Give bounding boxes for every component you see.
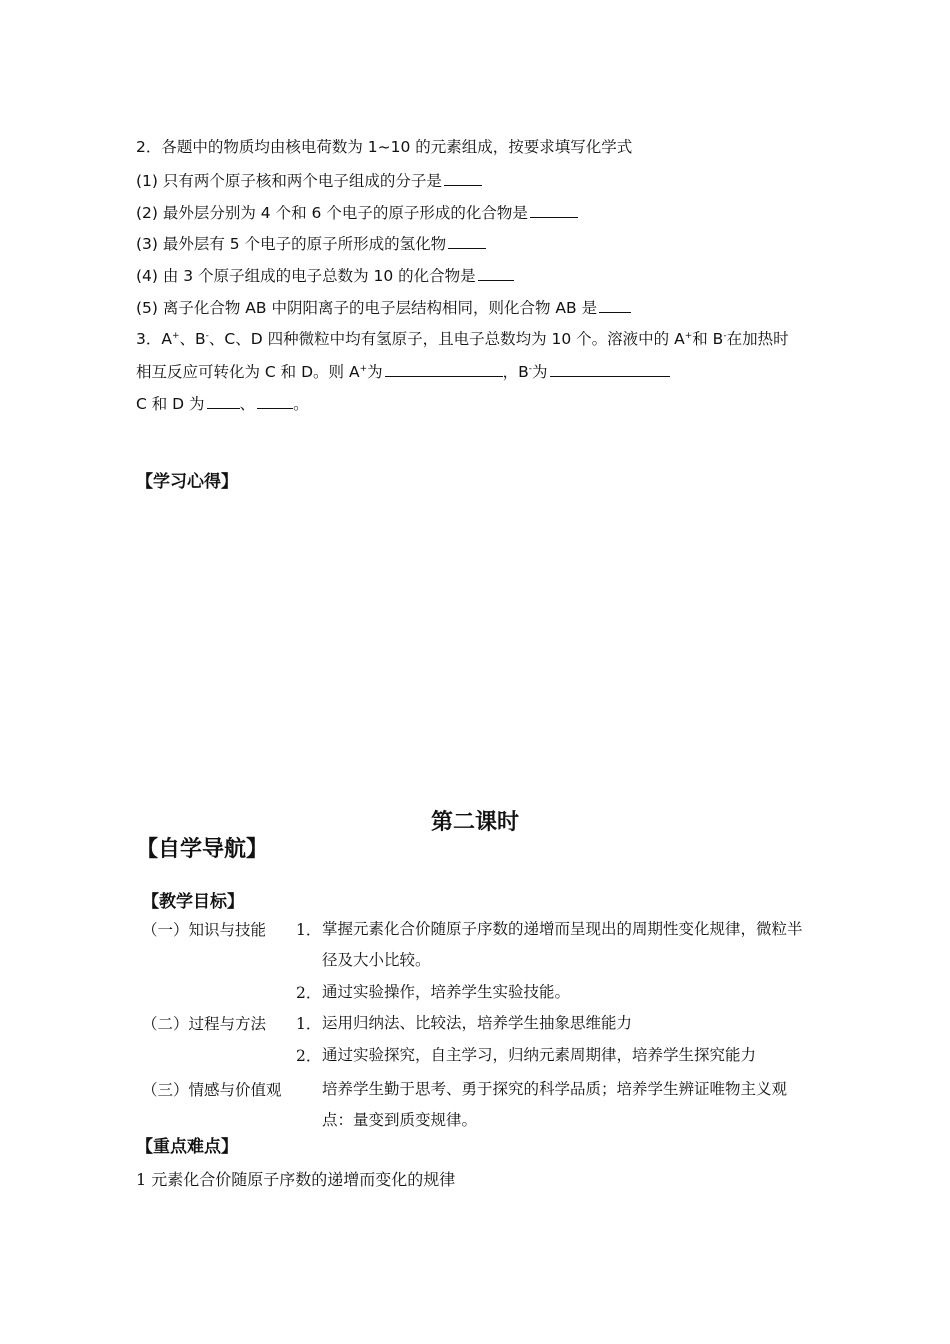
item-text: (4) 由 3 个原子组成的电子总数为 10 的化合物是 — [136, 267, 476, 285]
key-point-item: 1 元素化合价随原子序数的递增而变化的规律 — [136, 1170, 456, 1189]
objectives-heading: 【教学目标】 — [142, 892, 244, 912]
objective-text: 掌握元素化合价随原子序数的递增而呈现出的周期性变化规律，微粒半径及大小比较。 — [322, 920, 803, 969]
question-3-line-2 — [136, 361, 670, 382]
superscript: - — [723, 331, 727, 341]
superscript: + — [171, 331, 180, 341]
answer-blank[interactable] — [448, 233, 486, 249]
answer-blank[interactable] — [530, 202, 578, 218]
key-points-heading: 【重点难点】 — [136, 1137, 238, 1157]
answer-blank[interactable] — [478, 265, 514, 281]
superscript: - — [528, 364, 533, 374]
question-2-item-1 — [136, 170, 482, 191]
study-notes-heading: 【学习心得】 — [136, 472, 238, 492]
answer-blank[interactable] — [444, 170, 482, 186]
superscript: + — [359, 364, 368, 374]
objective-text: 通过实验探究，自主学习，归纳元素周期律，培养学生探究能力 — [322, 1046, 757, 1064]
answer-blank[interactable] — [550, 361, 670, 377]
item-text: (3) 最外层有 5 个电子的原子所形成的氢化物 — [136, 235, 447, 253]
answer-blank[interactable] — [599, 297, 631, 313]
superscript: - — [205, 331, 209, 341]
question-2-item-4 — [136, 265, 514, 286]
text: 为 — [532, 363, 548, 381]
item-text: (5) 离子化合物 AB 中阴阳离子的电子层结构相同，则化合物 AB 是 — [136, 299, 598, 317]
text: 相互反应可转化为 C 和 D。则 A — [136, 363, 360, 381]
question-2-intro: 2．各题中的物质均由核电荷数为 1~10 的元素组成，按要求填写化学式 — [136, 138, 633, 156]
answer-blank[interactable] — [207, 393, 240, 409]
objective-number: 2． — [296, 1047, 322, 1065]
objective-number: 2． — [296, 984, 322, 1002]
question-2-item-2 — [136, 202, 578, 223]
text: 、B — [179, 330, 206, 348]
question-3-line-1 — [136, 329, 789, 349]
self-study-heading: 【自学导航】 — [136, 837, 269, 862]
lesson-title: 第二课时 — [430, 810, 519, 835]
item-text: (1) 只有两个原子核和两个电子组成的分子是 — [136, 172, 442, 190]
answer-blank[interactable] — [257, 393, 293, 409]
text: 、C、D 四种微粒中均有氢原子，且电子总数均为 10 个。溶液中的 A — [208, 330, 685, 348]
text: 。 — [293, 395, 309, 413]
text: 在加热时 — [726, 330, 789, 348]
text: C 和 D 为 — [136, 395, 205, 413]
objective-category-knowledge: （一）知识与技能 — [142, 921, 267, 939]
objective-text: 运用归纳法、比较法，培养学生抽象思维能力 — [322, 1014, 633, 1032]
text: 、 — [239, 395, 256, 413]
objective-text: 通过实验操作，培养学生实验技能。 — [322, 983, 571, 1001]
objective-category-process: （二）过程与方法 — [142, 1015, 267, 1033]
question-3-line-3 — [136, 393, 309, 414]
item-text: (2) 最外层分别为 4 个和 6 个电子的原子形成的化合物是 — [136, 204, 528, 222]
objective-text: 培养学生勤于思考、勇于探究的科学品质；培养学生辨证唯物主义观点：量变到质变规律。 — [322, 1080, 788, 1129]
objective-number: 1． — [296, 1015, 322, 1033]
objective-number: 1． — [296, 921, 322, 939]
text: 为 — [367, 363, 383, 381]
objective-category-values: （三）情感与价值观 — [142, 1081, 282, 1099]
question-2-item-3 — [136, 233, 486, 254]
question-2-item-5 — [136, 297, 631, 318]
answer-blank[interactable] — [385, 361, 503, 377]
text: ，B — [502, 363, 529, 381]
text: 和 B — [692, 330, 724, 348]
text: 3．A — [136, 330, 172, 348]
superscript: + — [684, 331, 693, 341]
